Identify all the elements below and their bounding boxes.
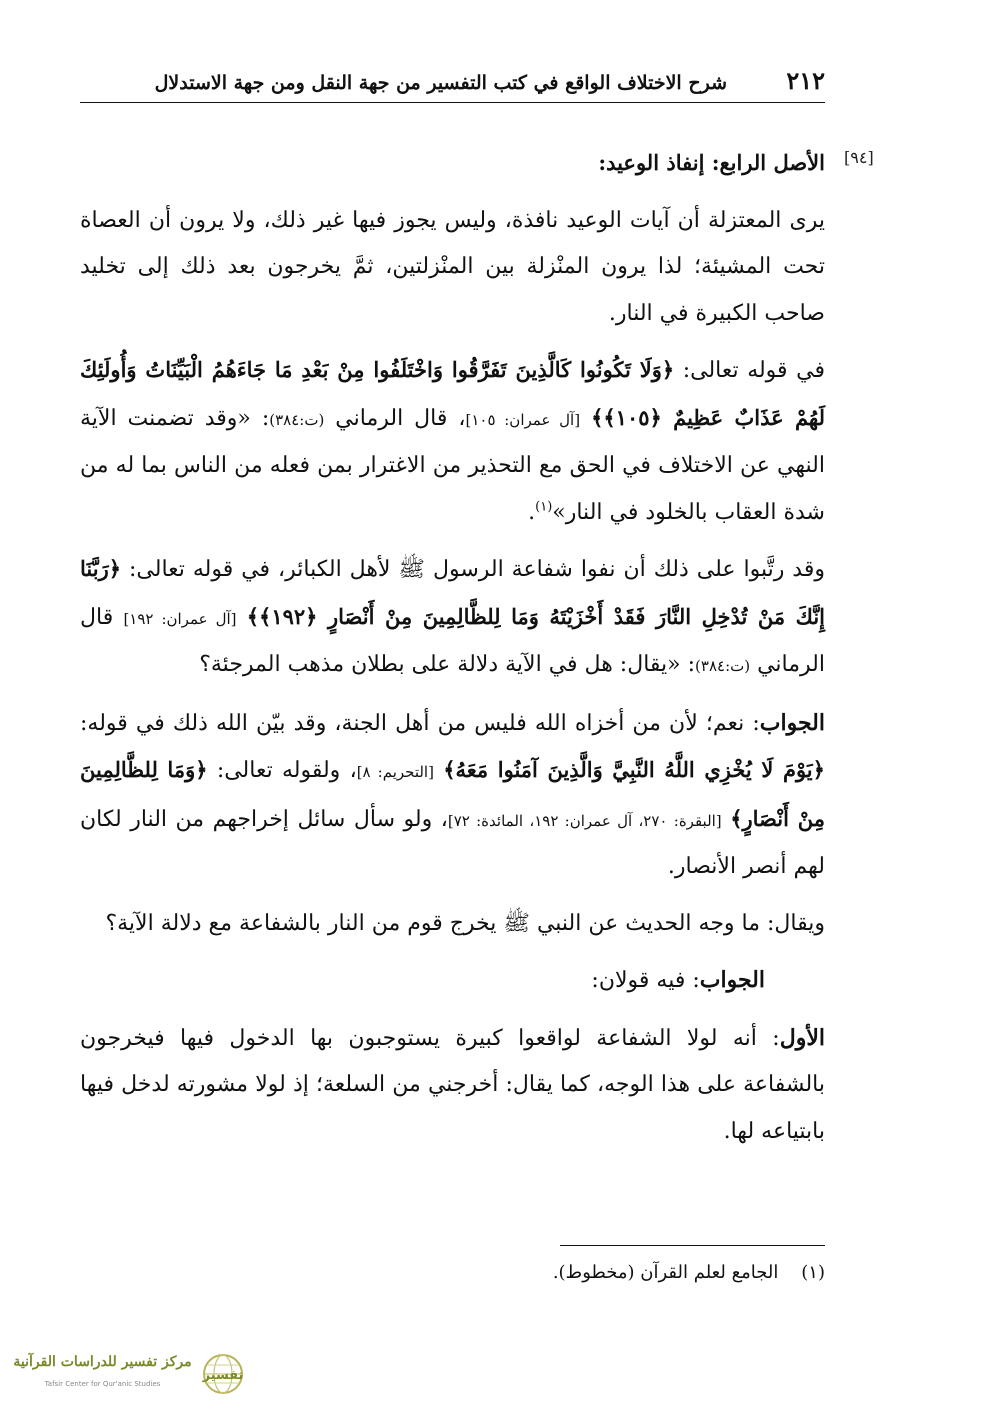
footnote [300,1262,825,1283]
running-title: شرح الاختلاف الواقع في كتب التفسير من جهة النقل ومن جهة الاستدلال [154,72,727,94]
verse-reference: [التحريم: ٨] [356,763,434,781]
running-header [80,62,825,103]
footnote-number: (١) [801,1262,825,1283]
body-text [80,140,825,1155]
quran-verse: ﴿رَبَّنَا إِنَّكَ مَنْ تُدْخِلِ النَّارَ فَقَدْ أَخْزَيْتَهُ وَمَا لِلظَّالِمِينَ مِنْ أَنْصَارٍ ﴿١٩٢﴾﴾ [80,556,826,629]
paragraph-2-quote: : «وقد تضمنت الآية النهي عن الاختلاف في الحق مع التحذير من الاغترار بمن فعله من الناس بما له من شدة العقاب بالخلود في النار» [80,405,825,525]
logo-english-name: Tafsir Center for Qur'anic Studies [44,1380,161,1388]
paragraph-1 [80,198,825,338]
paragraph-2-end: . [528,499,536,525]
paragraph-7-text: : أنه لولا الشفاعة لواقعوا كبيرة يستوجبون بها الدخول فيها فيخرجون بالشفاعة على هذا الوجه، كما يقال: أخرجني من السلعة؛ إذ لولا مشورته لدخل فيها بابتياعه لها. [80,1025,825,1144]
death-date: (ت:٣٨٤) [269,410,325,429]
footnote-divider [560,1245,825,1246]
paragraph-4-end: ، ولو سأل سائل إخراجهم من النار لكان لهم أنصر الأنصار. [80,806,825,879]
footnote-text: الجامع لعلم القرآن (مخطوط). [552,1262,779,1283]
verse-reference: [آل عمران: ١٠٥] [465,410,581,429]
paragraph-3-intro: وقد رتَّبوا على ذلك أن نفوا شفاعة الرسول ﷺ لأهل الكبائر، في قوله تعالى: [129,557,825,582]
paragraph-5 [80,901,825,948]
publisher-logo [10,1350,260,1400]
paragraph-1-text: يرى المعتزلة أن آيات الوعيد نافذة، وليس يجوز فيها غير ذلك، ولا يرون أن العصاة تحت المشيئة؛ لذا يرون المنْزلة بين المنْزلتين، ثمَّ يخرجون بعد ذلك إلى تخليد صاحب الكبيرة في النار. [80,207,825,326]
death-date: (ت:٣٨٤) [695,657,751,675]
quran-verse: ﴿وَمَا لِلظَّالِمِينَ مِنْ أَنْصَارٍ﴾ [80,757,825,831]
footnote-marker: (١) [535,499,553,515]
paragraph-3-attribution: قال الرماني [80,604,825,677]
paragraph-6 [80,957,825,1005]
quran-verse: ﴿وَلَا تَكُونُوا كَالَّذِينَ تَفَرَّقُوا وَاخْتَلَفُوا مِنْ بَعْدِ مَا جَاءَهُمُ الْبَيِّنَاتُ وَأُولَئِكَ لَهُمْ عَذَابٌ عَظِيمٌ ﴿١٠٥﴾﴾ [80,357,825,430]
quran-verse: ﴿يَوْمَ لَا يُخْزِي اللَّهُ النَّبِيَّ وَالَّذِينَ آمَنُوا مَعَهُ﴾ [443,757,825,782]
answer-label: الجواب [699,967,765,993]
paragraph-2 [80,347,825,536]
marginal-number: [٩٤] [844,148,874,167]
paragraph-4-text: : نعم؛ لأن من أخزاه الله فليس من أهل الجنة، وقد بيّن الله ذلك في قوله: [80,710,760,736]
first-label: الأول [779,1024,825,1051]
section-heading: الأصل الرابع: إنفاذ الوعيد: [598,150,825,175]
emblem-word: تفسير [202,1368,244,1383]
paragraph-2-attribution: ، قال الرماني [335,405,466,431]
paragraph-3-quote: : «يقال: هل في الآية دلالة على بطلان مذهب المرجئة؟ [199,652,696,677]
paragraph-3 [80,546,825,690]
paragraph-4 [80,700,825,891]
page-number: ٢١٢ [786,66,825,95]
logo-arabic-name: مركز تفسير للدراسات القرآنية [13,1354,192,1370]
paragraph-6-text: : فيه قولان: [591,968,700,993]
paragraph-7 [80,1015,825,1156]
paragraph-5-text: ويقال: ما وجه الحديث عن النبي ﷺ يخرج قوم من النار بالشفاعة مع دلالة الآية؟ [105,910,825,936]
verse-reference: [البقرة: ٢٧٠، آل عمران: ١٩٢، المائدة: ٧٢] [447,811,722,830]
globe-emblem-icon [198,1352,248,1396]
verse-reference: [آل عمران: ١٩٢] [123,609,237,628]
paragraph-2-intro: في قوله تعالى: [682,358,825,383]
paragraph-4-connector: ، ولقوله تعالى: [216,758,357,783]
answer-label: الجواب [759,709,825,736]
section-heading-paragraph [80,140,825,188]
